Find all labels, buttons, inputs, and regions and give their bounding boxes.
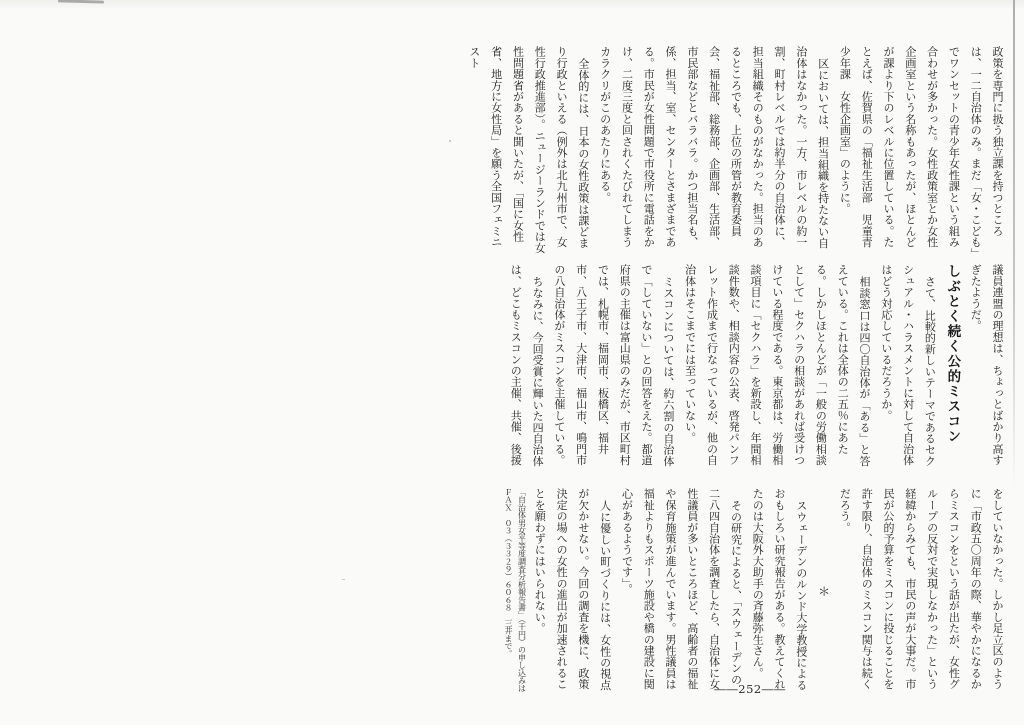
- text-tier-top: [467, 46, 1008, 258]
- page-number: ――252――: [714, 682, 786, 696]
- section-heading: しぶとく続く公的ミスコン: [944, 264, 961, 444]
- asterisk-separator: ＊: [816, 585, 831, 597]
- paragraph-consultation-desks: 相談窓口は四〇自治体が「ある」と答えている。これは全体の二五％にあたる。しかしほとんどが「一般の労働相談として」セクハラの相談があれば受けつけている程度である。東京都は、労働相談項目に「セクハラ」を新設し、年間相談件数や、相談内容の公表、啓発パンフレット作成まで行なっているが、他の自治体はそこまでには至っていない。: [683, 264, 872, 466]
- text-tier-middle: [482, 264, 1008, 472]
- scan-speck: [449, 140, 451, 142]
- paragraph-adachi-example: をしていなかった。しかし足立区のように「市政五〇周年の際、華やかになるからミスコンをという話が出たが、女性グループの反対で実現しなかった」という経緯からみても、市民の声が大事だ。市民が公的予算をミスコンに投じることを許す限り、自治体のミスコン関与は続くだろう。: [838, 488, 1004, 690]
- paragraph-sweden-study: スウェーデンのルンド大学教授によるおもしろい研究報告がある。教えてくれたのは大阪外大助手の斉藤弥生さん。: [751, 488, 808, 690]
- paragraph-sexual-harassment-intro: さて、比較的新しいテーマであるセクシュアル・ハラスメントに対して自治体はどう対応しているだろうか。: [879, 264, 937, 466]
- paragraph-conclusion: 人に優しい町づくりには、女性の視点が欠かせない。今回の調査を機に、政策決定の場への女性の進出が加速されることを願わずにはいられない。: [533, 488, 612, 690]
- paragraph-sweden-findings: その研究によると、「スウェーデンの二八四自治体を調査したら、自治体に女性議員が多いところほど、高齢者の福祉や保育施策が進んでいます。男性議員は福祉よりもスポーツ施設や橋の建設に関心があるようです」。: [620, 488, 743, 690]
- paragraph-policy-division: 政策を専門に扱う独立課を持つところは、一二自治体のみ。まだ「女・こども」でワンセットの青少年女性課という組み合わせが多かった。女性政策室とか女性企画室という名称もあったが、ほとんどが課より下のレベルに位置している。たとえば、佐賀県の「福祉生活部 児童青少年課 女性企画室」のように。: [838, 46, 1004, 254]
- scan-artifact: [58, 0, 104, 4]
- scan-speck: [342, 579, 345, 580]
- paragraph-overall-assessment: 全体的には、日本の女性政策は課どまり行政といえる（例外は北九州市で、女性行政推進部）。ニュージーランドでは女性問題省があると聞いたが、「国に女性省、地方に女性局」を願う全国フェミニスト: [467, 46, 590, 254]
- paragraph-misscon-survey: ミスコンについては、約六割の自治体で「していない」との回答をえた。都道府県の主催は富山県のみだが、市区町村では、札幌市、福岡市、板橋区、福井市、八王子市、大津市、福山市、鳴門市の八自治体がミスコンを主催している。: [552, 264, 675, 466]
- paragraph-award-winners: ちなみに、今回受賞に輝いた四自治体は、どこもミスコンの主催、共催、後援: [509, 264, 545, 466]
- report-order-note: 「自治体男女平等度調査分析報告書」（千円）の申し込みは ＦＡＸ ０３（３３２９）６０６８ 三井まで。: [503, 488, 527, 700]
- paragraph-federation-ideal: 議員連盟の理想は、ちょっとばかり高すぎたようだ。: [969, 264, 1004, 466]
- paragraph-ward-organization: 区においては、担当組織を持たない自治体はなかった。一方、市レベルの約一割、町村レベルでは約半分の自治体に、担当組織そのものがなかった。担当のあるところでも、上位の所管が教育委員会、福祉部、総務部、企画部、生活部、市民部などとバラバラ。かつ担当名も、係、担当、室、センターとさまざまである。市民が女性問題で市役所に電話をかけ、二度三度と回されくたびれてしまうカラクリがこのあたりにある。: [598, 46, 830, 248]
- page-edge-line: [1013, 0, 1015, 490]
- text-tier-bottom: [472, 488, 1008, 700]
